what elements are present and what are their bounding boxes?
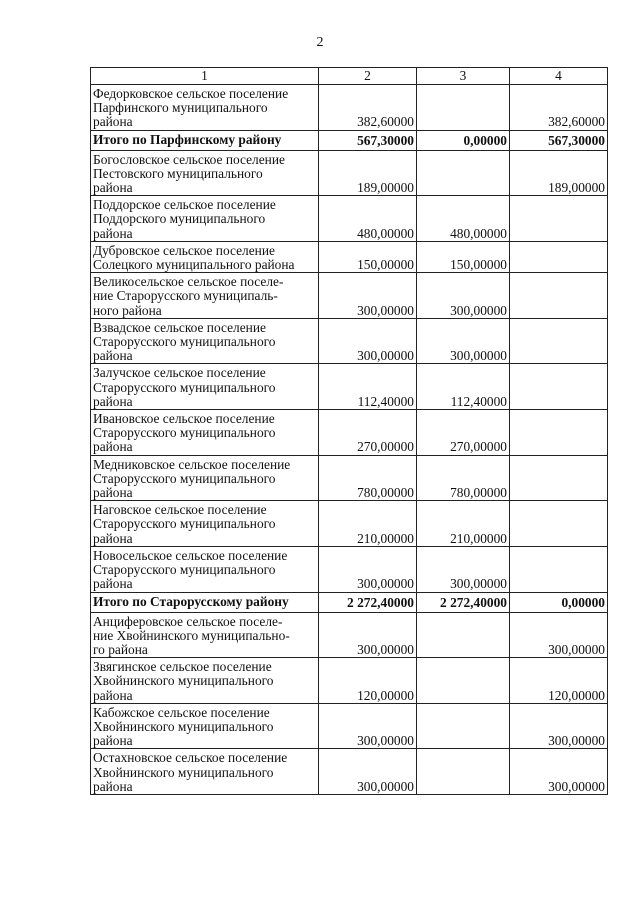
total-row xyxy=(91,592,608,612)
settlement-name-cell: Наговское сельское поселение Старорусского муниципального района xyxy=(91,501,319,547)
settlement-name-cell: Взвадское сельское поселение Старорусского муниципального района xyxy=(91,318,319,364)
column-2-cell: 112,40000 xyxy=(319,364,417,410)
settlement-name-cell: Федорковское сельское поселение Парфинского муниципального района xyxy=(91,85,319,131)
table-row xyxy=(91,501,608,547)
column-2-cell: 150,00000 xyxy=(319,241,417,272)
settlement-name-cell: Новосельское сельское поселение Старорусского муниципального района xyxy=(91,546,319,592)
column-3-cell xyxy=(417,703,510,749)
header-col-4: 4 xyxy=(510,68,608,85)
column-2-cell: 567,30000 xyxy=(319,130,417,150)
column-3-cell: 300,00000 xyxy=(417,318,510,364)
column-4-cell: 189,00000 xyxy=(510,150,608,196)
settlement-name-cell: Поддорское сельское поселение Поддорского муниципального района xyxy=(91,196,319,242)
column-3-cell xyxy=(417,749,510,795)
column-4-cell: 567,30000 xyxy=(510,130,608,150)
column-4-cell: 300,00000 xyxy=(510,703,608,749)
header-row xyxy=(91,68,608,85)
column-2-cell: 300,00000 xyxy=(319,703,417,749)
allocation-table xyxy=(90,67,608,795)
table-row xyxy=(91,455,608,501)
header-col-3: 3 xyxy=(417,68,510,85)
settlement-name-cell: Великосельское сельское поселе- ние Старорусского муниципаль- ного района xyxy=(91,273,319,319)
column-4-cell xyxy=(510,241,608,272)
settlement-name-cell: Кабожское сельское поселение Хвойнинского муниципального района xyxy=(91,703,319,749)
column-4-cell xyxy=(510,455,608,501)
column-2-cell: 120,00000 xyxy=(319,658,417,704)
table-row xyxy=(91,196,608,242)
table-row xyxy=(91,410,608,456)
column-4-cell xyxy=(510,273,608,319)
column-3-cell: 210,00000 xyxy=(417,501,510,547)
page-number: 2 xyxy=(316,35,324,50)
column-4-cell xyxy=(510,501,608,547)
column-3-cell: 112,40000 xyxy=(417,364,510,410)
table-row xyxy=(91,703,608,749)
column-2-cell: 300,00000 xyxy=(319,749,417,795)
column-4-cell xyxy=(510,196,608,242)
column-3-cell xyxy=(417,612,510,658)
column-2-cell: 189,00000 xyxy=(319,150,417,196)
column-2-cell: 210,00000 xyxy=(319,501,417,547)
column-4-cell: 300,00000 xyxy=(510,612,608,658)
table-row xyxy=(91,318,608,364)
column-3-cell: 270,00000 xyxy=(417,410,510,456)
table-row xyxy=(91,150,608,196)
table-row xyxy=(91,273,608,319)
column-4-cell xyxy=(510,364,608,410)
table-row xyxy=(91,241,608,272)
column-4-cell xyxy=(510,546,608,592)
table-row xyxy=(91,612,608,658)
settlement-name-cell: Богословское сельское поселение Пестовского муниципального района xyxy=(91,150,319,196)
column-4-cell: 120,00000 xyxy=(510,658,608,704)
column-2-cell: 300,00000 xyxy=(319,546,417,592)
column-2-cell: 2 272,40000 xyxy=(319,592,417,612)
settlement-name-cell: Итого по Старорусскому району xyxy=(91,592,319,612)
column-3-cell xyxy=(417,658,510,704)
column-3-cell: 300,00000 xyxy=(417,546,510,592)
table-row xyxy=(91,364,608,410)
column-4-cell: 382,60000 xyxy=(510,85,608,131)
column-2-cell: 300,00000 xyxy=(319,318,417,364)
header-col-1: 1 xyxy=(91,68,319,85)
table-row xyxy=(91,85,608,131)
table-row xyxy=(91,658,608,704)
column-3-cell: 480,00000 xyxy=(417,196,510,242)
column-2-cell: 480,00000 xyxy=(319,196,417,242)
column-3-cell: 0,00000 xyxy=(417,130,510,150)
settlement-name-cell: Ивановское сельское поселение Старорусского муниципального района xyxy=(91,410,319,456)
column-3-cell: 2 272,40000 xyxy=(417,592,510,612)
column-2-cell: 300,00000 xyxy=(319,273,417,319)
header-col-2: 2 xyxy=(319,68,417,85)
settlement-name-cell: Залучское сельское поселение Старорусского муниципального района xyxy=(91,364,319,410)
column-3-cell: 780,00000 xyxy=(417,455,510,501)
column-2-cell: 300,00000 xyxy=(319,612,417,658)
column-3-cell xyxy=(417,150,510,196)
column-3-cell xyxy=(417,85,510,131)
column-2-cell: 382,60000 xyxy=(319,85,417,131)
settlement-name-cell: Анциферовское сельское поселе- ние Хвойнинского муниципально- го района xyxy=(91,612,319,658)
column-4-cell xyxy=(510,318,608,364)
table-row xyxy=(91,546,608,592)
settlement-name-cell: Итого по Парфинскому району xyxy=(91,130,319,150)
column-2-cell: 780,00000 xyxy=(319,455,417,501)
column-3-cell: 300,00000 xyxy=(417,273,510,319)
settlement-name-cell: Звягинское сельское поселение Хвойнинского муниципального района xyxy=(91,658,319,704)
column-3-cell: 150,00000 xyxy=(417,241,510,272)
settlement-name-cell: Дубровское сельское поселение Солецкого муниципального района xyxy=(91,241,319,272)
column-4-cell: 300,00000 xyxy=(510,749,608,795)
column-4-cell xyxy=(510,410,608,456)
column-2-cell: 270,00000 xyxy=(319,410,417,456)
column-4-cell: 0,00000 xyxy=(510,592,608,612)
total-row xyxy=(91,130,608,150)
settlement-name-cell: Медниковское сельское поселение Старорусского муниципального района xyxy=(91,455,319,501)
settlement-name-cell: Остахновское сельское поселение Хвойнинского муниципального района xyxy=(91,749,319,795)
table-row xyxy=(91,749,608,795)
